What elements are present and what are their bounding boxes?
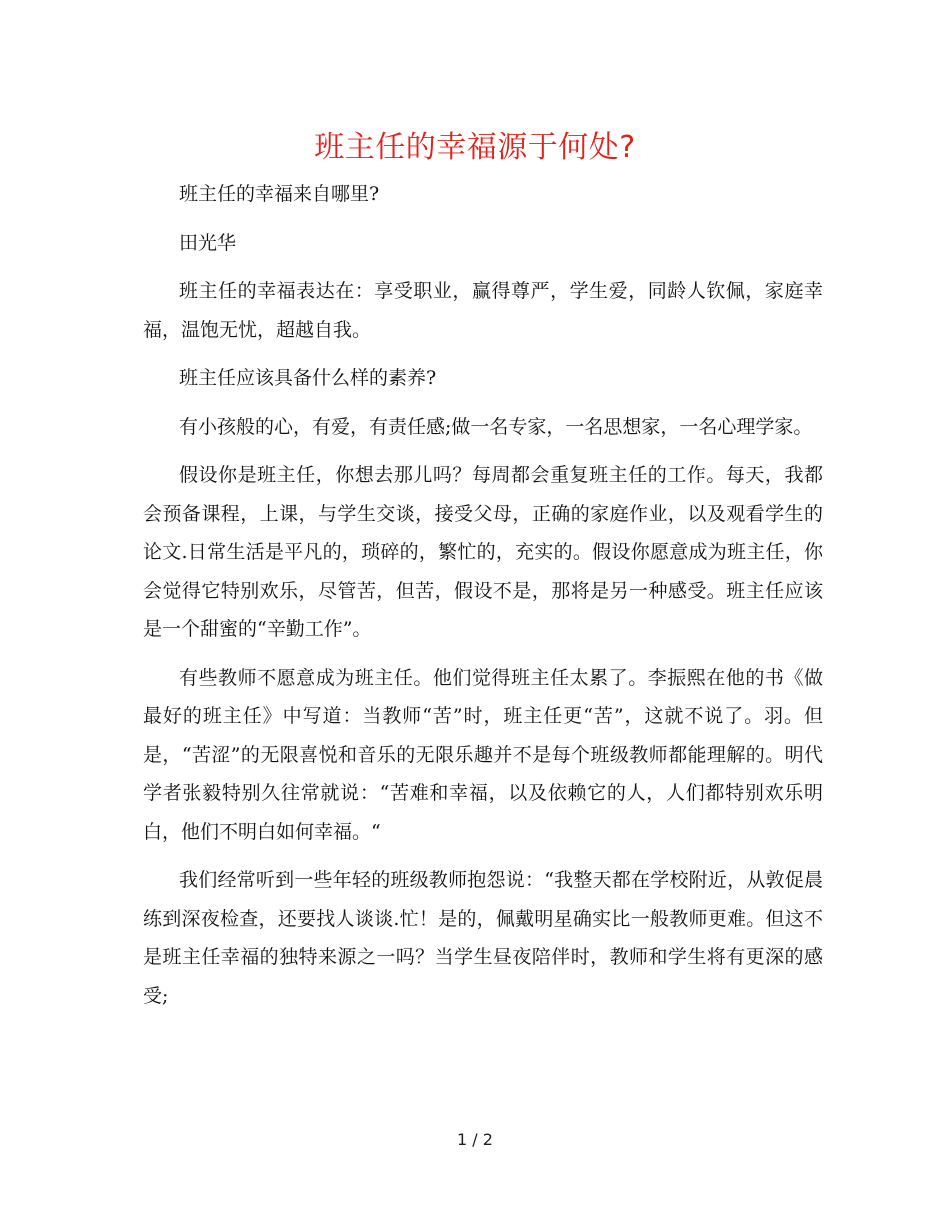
paragraph: 有些教师不愿意成为班主任。他们觉得班主任太累了。李振熙在他的书《做最好的班主任》中写道：当教师“苦”时，班主任更“苦”，这就不说了。羽。但是，“苦涩”的无限喜悦和音乐的无限乐趣并不是每个班级教师都能理解的。明代学者张毅特别久往常就说：“苦难和幸福，以及依赖它的人，人们都特别欢乐明白，他们不明白如何幸福。“ (143, 666, 823, 843)
paragraph: 班主任的幸福表达在：享受职业，赢得尊严，学生爱，同龄人钦佩，家庭幸福，温饱无忧，超越自我。 (143, 280, 823, 341)
document-title: 班主任的幸福源于何处? (314, 130, 636, 165)
paragraph: 班主任的幸福来自哪里? (179, 183, 380, 205)
document-body (143, 175, 823, 1025)
paragraph: 我们经常听到一些年轻的班级教师抱怨说：“我整天都在学校附近，从敦促晨练到深夜检查，还要找人谈谈.忙！是的，佩戴明星确实比一般教师更难。但这不是班主任幸福的独特来源之一吗？当学生昼夜陪伴时，教师和学生将有更深的感受; (143, 869, 823, 1007)
paragraph: 有小孩般的心，有爱，有责任感;做一名专家，一名思想家，一名心理学家。 (179, 415, 813, 438)
paragraph: 假设你是班主任，你想去那儿吗？每周都会重复班主任的工作。每天，我都会预备课程，上课，与学生交谈，接受父母，正确的家庭作业，以及观看学生的论文.日常生活是平凡的，琐碎的，繁忙的，充实的。假设你愿意成为班主任，你会觉得它特别欢乐，尽管苦，但苦，假设不是，那将是另一种感受。班主任应该是一个甜蜜的“辛勤工作”。 (143, 464, 823, 640)
paragraph: 田光华 (179, 231, 237, 254)
paragraph: 班主任应该具备什么样的素养? (179, 367, 437, 389)
page-number: 1 / 2 (457, 1130, 493, 1149)
